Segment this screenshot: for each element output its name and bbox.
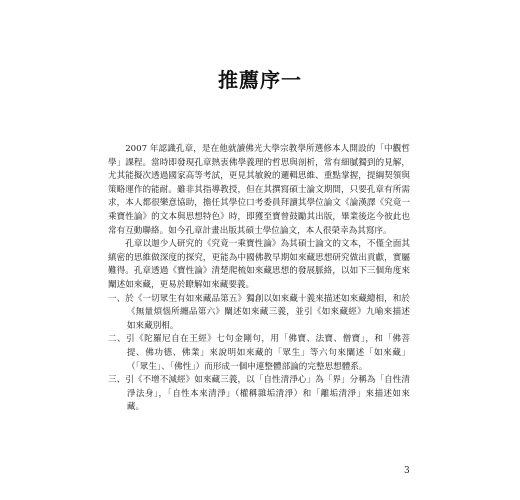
- paragraph-2: 孔章以迦少人研究的《究竟一乘寶性論》為其碩士論文的文本，不僅全面其縝密的思維做深度的探究，更能為中國佛教早期如來藏思想研究做出貢獻，實屬難得。孔章透過《寶性論》清楚爬梳如來藏思想的發展脈絡，以如下三個角度來闡述如來藏，更易於瞭解如來藏要義。: [108, 239, 410, 290]
- page-title: 推薦序一: [218, 68, 302, 92]
- numbered-list: [108, 293, 410, 415]
- list-item-1: 一、於《一切眾生有如來藏品第五》獨創以如來藏十義來描述如來藏總相，和於《無量煩惱所纏品第六》闡述如來藏三義，並引《如來藏經》九喻來描述如來藏別相。: [108, 293, 410, 331]
- list-item-2: 二、引《陀羅尼自在王經》七句金剛句，用「佛寶、法寶、僧寶」，和「佛菩提、佛功德、佛業」來說明如來藏的「眾生」等六句來闡述「如來藏」（「眾生」、「佛性」）而形成一個申連整體部論的完整思想體系。: [108, 334, 410, 372]
- document-body: [108, 143, 410, 415]
- paragraph-1: 2007 年認識孔章，是在他就讀佛光大學宗教學所選修本人開設的「中觀哲學」課程。當時即發現孔章熱衷佛學義理的哲思與剖析，常有細膩獨到的見解，尤其能擬次透過國家高等考試，更見其敏銳的邏輯思維、重點掌握，提綱契領與策略運作的能耐。雖非其指導教授，但在其撰寫碩士論文期間，只要孔章有所需求，本人都很樂意協助，擔任其學位口考委員拜讀其學位論文《論漢譯《究竟一乘寶性論》的文本與思想特色》時，即獲至寶曾鼓勵其出版，畢業後迄今彼此也常有互動聯絡。如今孔章計畫出版其碩士學位論文，本人很榮幸為其寫序。: [108, 144, 410, 236]
- page-number: 3: [404, 466, 410, 476]
- list-item-3: 三、引《不增不減經》如來藏三義，以「自性清淨心」為「界」分稱為「自性清淨法身」，「自性本來清淨」（權稱雜垢清淨）和「離垢清淨」來描述如來藏。: [108, 375, 410, 413]
